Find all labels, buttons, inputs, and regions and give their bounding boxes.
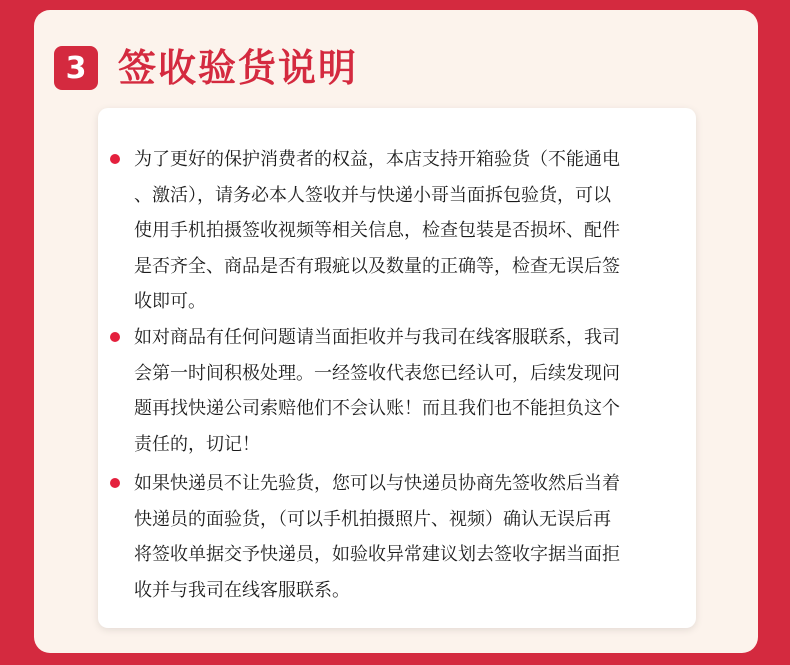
bullet-dot-icon <box>110 154 120 164</box>
bullet-dot-icon <box>110 332 120 342</box>
section-header <box>54 44 358 92</box>
section-title: 签收验货说明 <box>118 46 359 90</box>
bullet-dot-icon <box>110 478 120 488</box>
list-item-text: 如对商品有任何问题请当面拒收并与我司在线客服联系，我司 会第一时间积极处理。一经签收代表您已经认可，后续发现问 题再找快递公司索赔他们不会认账！而且我们也不能担负这个 责任的，切记！ <box>134 327 620 455</box>
section-number-badge: 3 <box>54 46 98 90</box>
list-item-text: 为了更好的保护消费者的权益，本店支持开箱验货（不能通电 、激活），请务必本人签收并与快递小哥当面拆包验货，可以 使用手机拍摄签收视频等相关信息，检查包装是否损坏、配件 是否齐全、商品是否有瑕疵以及数量的正确等，检查无误后签 收即可。 <box>134 149 620 312</box>
list-item-text: 如果快递员不让先验货，您可以与快递员协商先签收然后当着 快递员的面验货，（可以手机拍摄照片、视频）确认无误后再 将签收单据交予快递员，如验收异常建议划去签收字据当面拒 收并与我司在线客服联系。 <box>134 473 620 601</box>
instructions-card <box>98 108 696 628</box>
